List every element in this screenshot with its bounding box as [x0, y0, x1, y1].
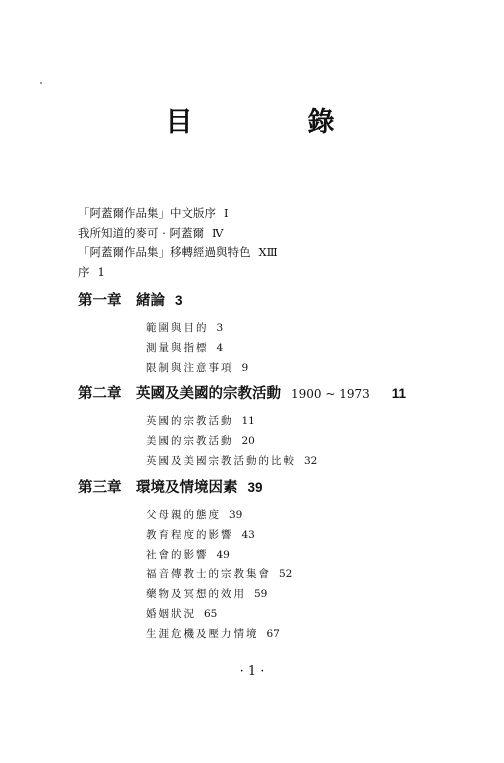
front-matter-page: 1 — [97, 264, 105, 279]
section-text: 社會的影響 — [146, 548, 209, 561]
front-matter-item — [78, 263, 478, 283]
chapter-heading — [78, 290, 488, 312]
section-list — [146, 319, 488, 378]
section-item — [146, 506, 488, 526]
front-matter-text: 序 — [78, 264, 90, 279]
chapter-title: 緒論 — [136, 292, 165, 309]
section-item — [146, 339, 488, 359]
section-text: 婚姻狀況 — [146, 607, 196, 620]
chapter-2 — [78, 383, 488, 471]
section-item — [146, 412, 488, 432]
section-item — [146, 565, 488, 585]
chapter-year-range: 1900 ~ 1973 — [291, 387, 370, 401]
chapter-title: 英國及美國的宗教活動 — [136, 385, 281, 402]
section-page: 20 — [241, 434, 255, 447]
section-page: 43 — [241, 528, 255, 541]
page-number: · 1 · — [239, 664, 265, 679]
section-page: 32 — [304, 454, 318, 467]
section-list — [146, 506, 488, 645]
front-matter-page: ⅩⅢ — [258, 245, 278, 259]
section-item — [146, 359, 488, 379]
front-matter-list — [78, 204, 478, 282]
section-text: 英國及美國宗教活動的比較 — [146, 454, 296, 467]
front-matter-item — [78, 204, 478, 224]
section-page: 39 — [229, 509, 243, 521]
chapter-heading — [78, 477, 488, 499]
front-matter-item — [78, 243, 478, 263]
section-text: 美國的宗教活動 — [146, 434, 234, 447]
section-page: 52 — [279, 568, 293, 581]
chapter-1 — [78, 290, 488, 378]
section-page: 9 — [241, 361, 249, 374]
section-page: 11 — [241, 415, 255, 427]
front-matter-page: I — [224, 206, 229, 220]
section-page: 49 — [216, 548, 230, 561]
section-text: 測量與指標 — [146, 341, 209, 354]
chapter-page: 39 — [247, 480, 263, 495]
section-text: 福音傳教士的宗教集會 — [146, 568, 271, 581]
section-item — [146, 526, 488, 546]
scan-speck — [40, 82, 42, 84]
section-text: 父母親的態度 — [146, 509, 221, 521]
section-item — [146, 605, 488, 625]
section-page: 65 — [204, 607, 218, 620]
chapter-page: 11 — [391, 386, 407, 401]
chapter-label: 第二章 — [78, 385, 122, 402]
section-item — [146, 432, 488, 452]
chapter-page: 3 — [175, 293, 183, 308]
chapter-heading — [78, 383, 488, 405]
section-text: 英國的宗教活動 — [146, 415, 234, 427]
chapter-title: 環境及情境因素 — [136, 479, 238, 496]
section-page: 3 — [216, 322, 224, 334]
section-item — [146, 452, 488, 472]
section-page: 59 — [254, 588, 268, 601]
front-matter-item — [78, 224, 478, 244]
section-text: 教育程度的影響 — [146, 528, 234, 541]
page-title: 目 錄 — [165, 107, 379, 138]
chapter-label: 第一章 — [78, 292, 122, 309]
section-text: 生涯危機及壓力情境 — [146, 627, 259, 640]
section-page: 67 — [266, 627, 280, 640]
section-list — [146, 412, 488, 471]
section-item — [146, 625, 488, 645]
section-text: 限制與注意事項 — [146, 361, 234, 374]
front-matter-page: Ⅳ — [211, 225, 224, 240]
section-item — [146, 546, 488, 566]
section-item — [146, 319, 488, 339]
section-page: 4 — [216, 341, 224, 354]
section-text: 範圍與目的 — [146, 322, 209, 334]
chapter-label: 第三章 — [78, 479, 122, 496]
front-matter-text: 「阿蓋爾作品集」中文版序 — [78, 206, 216, 220]
front-matter-text: 我所知道的麥可 · 阿蓋爾 — [78, 225, 204, 240]
section-item — [146, 585, 488, 605]
chapter-3 — [78, 477, 488, 645]
front-matter-text: 「阿蓋爾作品集」移轉經過與特色 — [78, 245, 251, 259]
section-text: 藥物及冥想的效用 — [146, 588, 246, 601]
